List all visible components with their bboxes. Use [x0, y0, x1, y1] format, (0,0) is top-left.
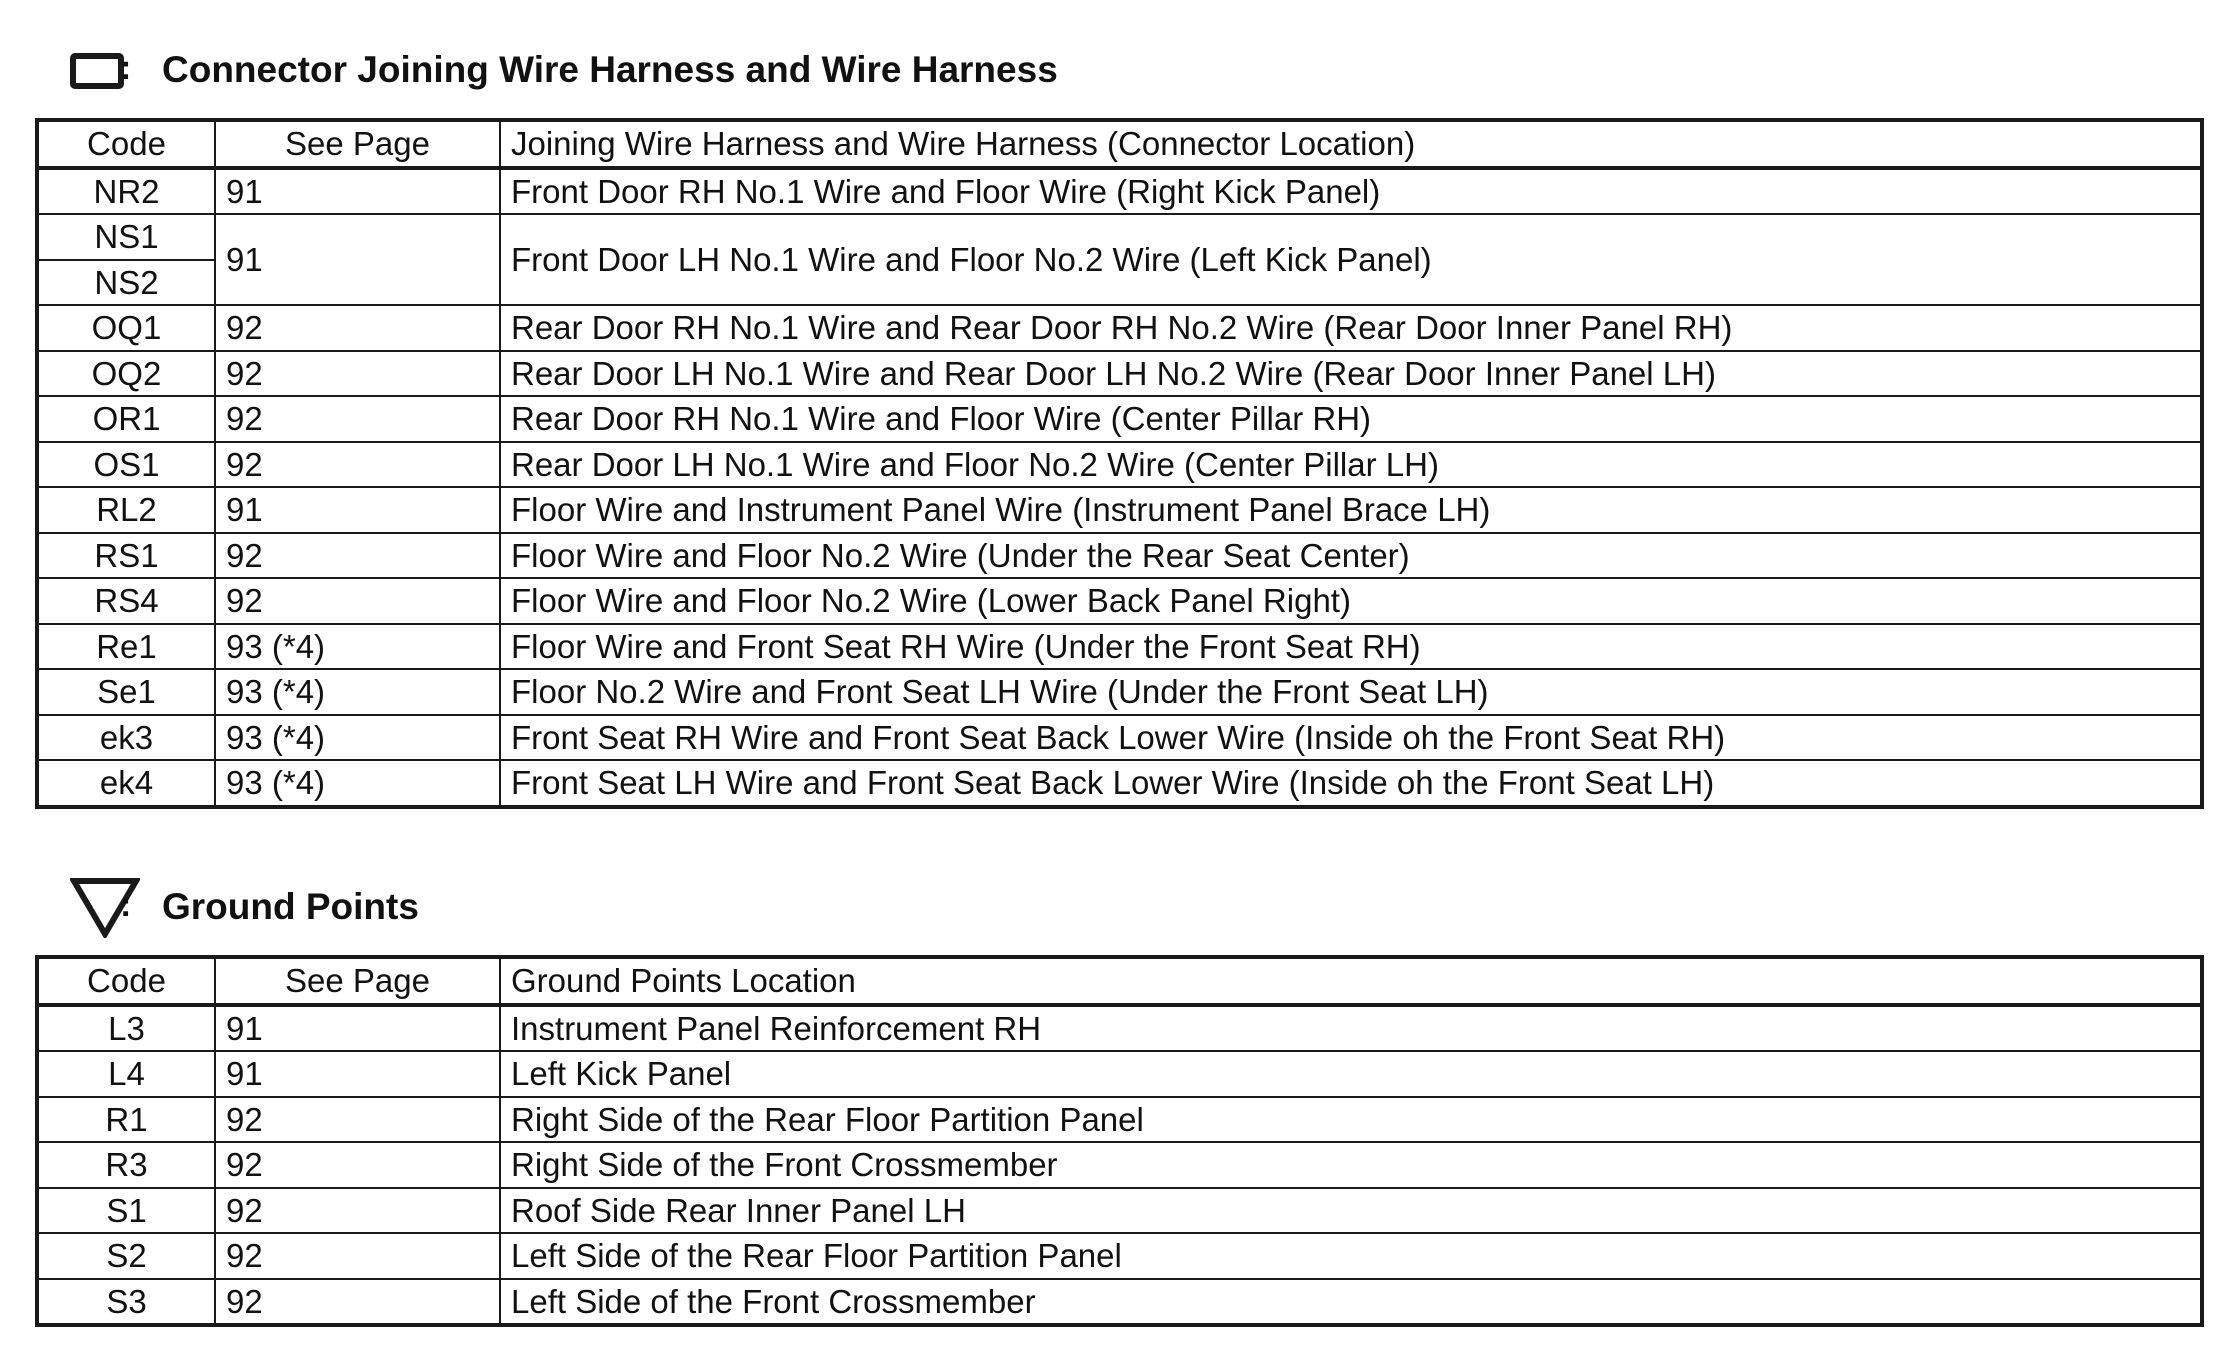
ground-table — [35, 955, 2204, 1327]
header-see-page: See Page — [215, 120, 500, 168]
table-header-row — [37, 957, 2202, 1005]
code-cell: L4 — [37, 1051, 215, 1097]
see-page-cell: 91 — [215, 1005, 500, 1052]
location-cell: Floor Wire and Instrument Panel Wire (Instrument Panel Brace LH) — [500, 487, 2202, 533]
table-row — [37, 1005, 2202, 1052]
rounded-rectangle-icon — [70, 53, 124, 89]
table-row — [37, 715, 2202, 761]
code-cell: OQ2 — [37, 351, 215, 397]
see-page-cell: 93 (*4) — [215, 715, 500, 761]
see-page-cell: 92 — [215, 1188, 500, 1234]
code-cell: NS1 — [37, 214, 215, 260]
location-cell: Rear Door RH No.1 Wire and Rear Door RH No.2 Wire (Rear Door Inner Panel RH) — [500, 305, 2202, 351]
see-page-cell: 91 — [215, 1051, 500, 1097]
code-cell: R1 — [37, 1097, 215, 1143]
code-cell: Se1 — [37, 669, 215, 715]
see-page-cell: 92 — [215, 1279, 500, 1326]
connector-colon: : — [120, 49, 132, 87]
location-cell: Left Side of the Front Crossmember — [500, 1279, 2202, 1326]
table-row — [37, 1142, 2202, 1188]
table-row — [37, 351, 2202, 397]
location-cell: Right Side of the Front Crossmember — [500, 1142, 2202, 1188]
header-location: Ground Points Location — [500, 957, 2202, 1005]
see-page-cell: 93 (*4) — [215, 624, 500, 670]
see-page-cell: 92 — [215, 351, 500, 397]
code-cell: S3 — [37, 1279, 215, 1326]
location-cell: Floor Wire and Floor No.2 Wire (Lower Back Panel Right) — [500, 578, 2202, 624]
location-cell: Front Seat LH Wire and Front Seat Back Lower Wire (Inside oh the Front Seat LH) — [500, 760, 2202, 807]
location-cell: Floor Wire and Front Seat RH Wire (Under the Front Seat RH) — [500, 624, 2202, 670]
code-cell: ek3 — [37, 715, 215, 761]
location-cell: Front Seat RH Wire and Front Seat Back Lower Wire (Inside oh the Front Seat RH) — [500, 715, 2202, 761]
location-cell: Rear Door LH No.1 Wire and Rear Door LH No.2 Wire (Rear Door Inner Panel LH) — [500, 351, 2202, 397]
location-cell: Rear Door LH No.1 Wire and Floor No.2 Wire (Center Pillar LH) — [500, 442, 2202, 488]
header-code: Code — [37, 957, 215, 1005]
connector-table — [35, 118, 2204, 809]
see-page-cell: 92 — [215, 1142, 500, 1188]
location-cell: Rear Door RH No.1 Wire and Floor Wire (Center Pillar RH) — [500, 396, 2202, 442]
table-row — [37, 1233, 2202, 1279]
code-cell: S1 — [37, 1188, 215, 1234]
location-cell: Front Door LH No.1 Wire and Floor No.2 Wire (Left Kick Panel) — [500, 214, 2202, 305]
table-header-row — [37, 120, 2202, 168]
code-cell: RL2 — [37, 487, 215, 533]
location-cell: Right Side of the Rear Floor Partition Panel — [500, 1097, 2202, 1143]
code-cell: OS1 — [37, 442, 215, 488]
see-page-cell: 92 — [215, 305, 500, 351]
code-cell: Re1 — [37, 624, 215, 670]
ground-colon: : — [120, 886, 132, 924]
table-row — [37, 533, 2202, 579]
location-cell: Left Kick Panel — [500, 1051, 2202, 1097]
table-row — [37, 1279, 2202, 1326]
see-page-cell: 91 — [215, 168, 500, 215]
code-cell: OQ1 — [37, 305, 215, 351]
see-page-cell: 92 — [215, 578, 500, 624]
table-row — [37, 624, 2202, 670]
code-cell: ek4 — [37, 760, 215, 807]
table-row — [37, 442, 2202, 488]
location-cell: Floor Wire and Floor No.2 Wire (Under the Rear Seat Center) — [500, 533, 2202, 579]
see-page-cell: 91 — [215, 487, 500, 533]
table-row — [37, 1188, 2202, 1234]
code-cell: RS1 — [37, 533, 215, 579]
see-page-cell: 92 — [215, 396, 500, 442]
see-page-cell: 92 — [215, 442, 500, 488]
table-row — [37, 396, 2202, 442]
table-row — [37, 305, 2202, 351]
table-row — [37, 760, 2202, 807]
see-page-cell: 93 (*4) — [215, 669, 500, 715]
ground-section-title: Ground Points — [162, 886, 419, 927]
code-cell: NS2 — [37, 260, 215, 306]
see-page-cell: 92 — [215, 533, 500, 579]
location-cell: Left Side of the Rear Floor Partition Panel — [500, 1233, 2202, 1279]
table-row — [37, 1097, 2202, 1143]
location-cell: Instrument Panel Reinforcement RH — [500, 1005, 2202, 1052]
table-row — [37, 578, 2202, 624]
code-cell: OR1 — [37, 396, 215, 442]
connector-section-header — [70, 36, 124, 106]
table-row — [37, 168, 2202, 215]
see-page-cell: 93 (*4) — [215, 760, 500, 807]
table-row — [37, 669, 2202, 715]
code-cell: NR2 — [37, 168, 215, 215]
table-row — [37, 487, 2202, 533]
code-cell: L3 — [37, 1005, 215, 1052]
location-cell: Roof Side Rear Inner Panel LH — [500, 1188, 2202, 1234]
table-row — [37, 1051, 2202, 1097]
location-cell: Floor No.2 Wire and Front Seat LH Wire (Under the Front Seat LH) — [500, 669, 2202, 715]
see-page-cell: 91 — [215, 214, 500, 305]
see-page-cell: 92 — [215, 1097, 500, 1143]
code-cell: S2 — [37, 1233, 215, 1279]
header-code: Code — [37, 120, 215, 168]
connector-section-title: Connector Joining Wire Harness and Wire Harness — [162, 49, 1058, 90]
code-cell: R3 — [37, 1142, 215, 1188]
header-see-page: See Page — [215, 957, 500, 1005]
see-page-cell: 92 — [215, 1233, 500, 1279]
code-cell: RS4 — [37, 578, 215, 624]
table-row — [37, 214, 2202, 260]
header-location: Joining Wire Harness and Wire Harness (Connector Location) — [500, 120, 2202, 168]
location-cell: Front Door RH No.1 Wire and Floor Wire (Right Kick Panel) — [500, 168, 2202, 215]
